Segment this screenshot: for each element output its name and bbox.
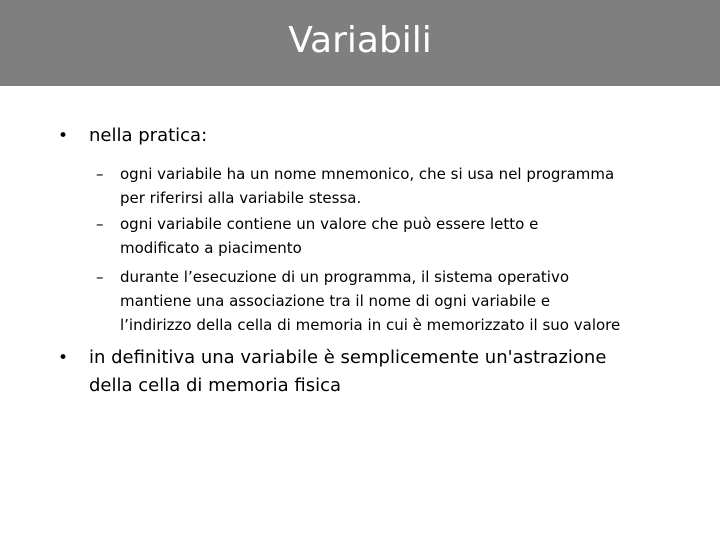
subitem-3-line-3: l’indirizzo della cella di memoria in cui è memorizzato il suo valore bbox=[120, 316, 621, 334]
bullet-2-marker: • bbox=[58, 348, 69, 368]
bullet-1-marker: • bbox=[58, 126, 69, 146]
subitem-3-line-1: durante l’esecuzione di un programma, il sistema operativo bbox=[120, 268, 570, 286]
subitem-3-line-2: mantiene una associazione tra il nome di ogni variabile e bbox=[120, 292, 551, 310]
subitem-3-marker: – bbox=[96, 268, 104, 286]
subitem-1-line-1: ogni variabile ha un nome mnemonico, che si usa nel programma bbox=[120, 165, 615, 183]
subitem-2-line-2: modificato a piacimento bbox=[120, 239, 302, 257]
subitem-1-marker: – bbox=[96, 165, 104, 183]
bullet-1-text: nella pratica: bbox=[89, 125, 208, 146]
bullet-2-line-2: della cella di memoria fisica bbox=[89, 375, 342, 396]
slide-title: Variabili bbox=[288, 20, 432, 61]
subitem-2-line-1: ogni variabile contiene un valore che può essere letto e bbox=[120, 215, 539, 233]
subitem-1-line-2: per riferirsi alla variabile stessa. bbox=[120, 189, 362, 207]
subitem-2-marker: – bbox=[96, 215, 104, 233]
bullet-2-line-1: in definitiva una variabile è semplicemente un'astrazione bbox=[89, 347, 607, 368]
